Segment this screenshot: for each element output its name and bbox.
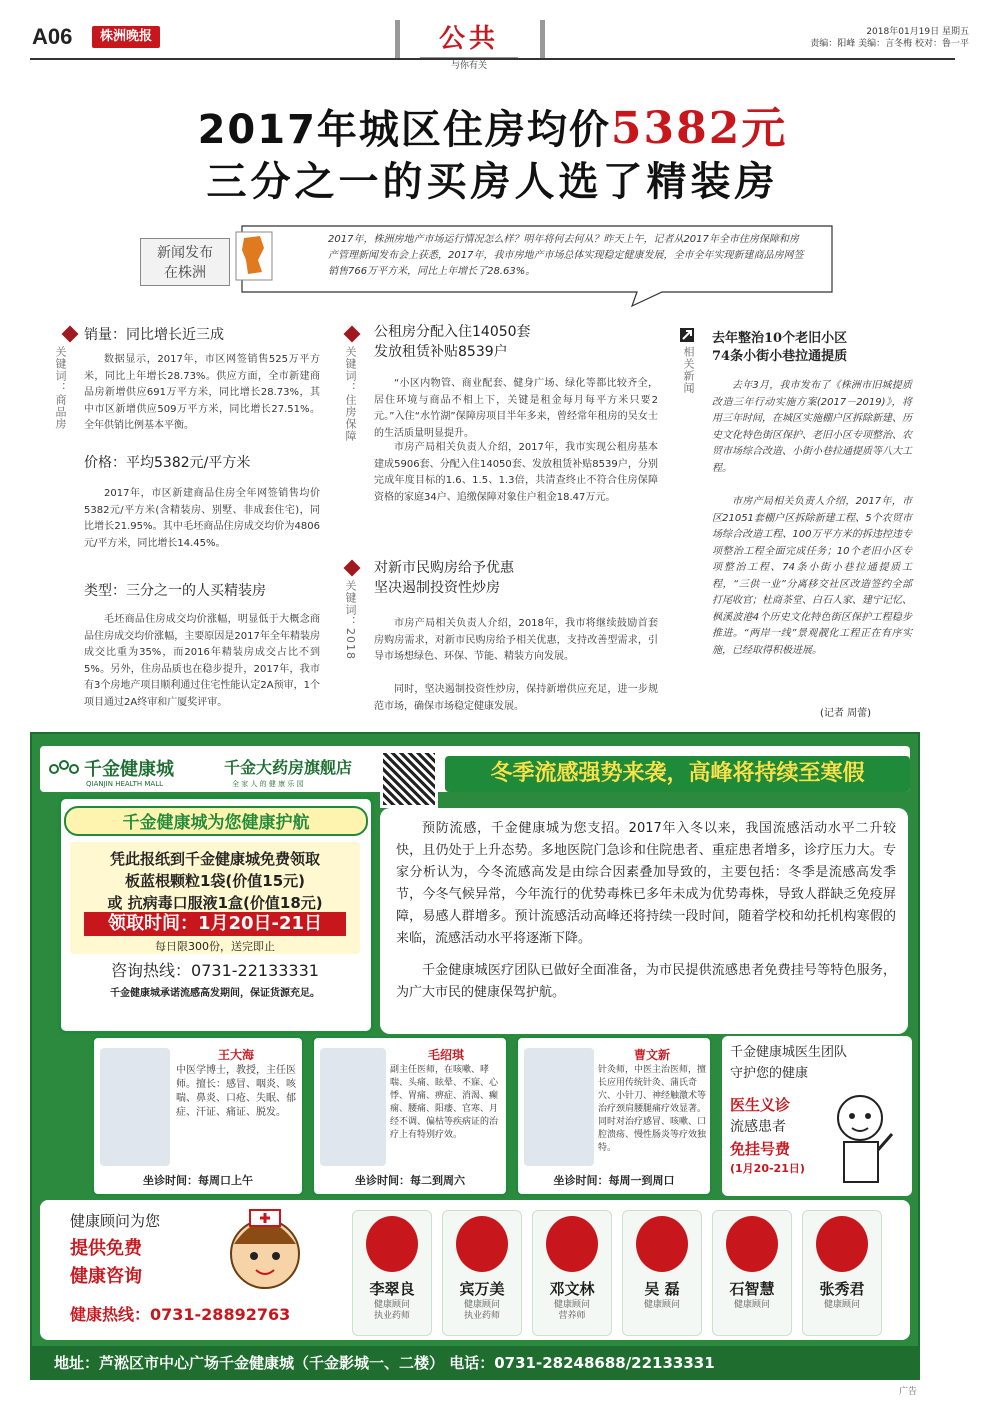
col1-para2: 2017年，市区新建商品住房全年网签销售均价5382元/平方米(含精装房、别墅、非成套住宅)，同比增长21.95%。其中毛坯商品住房成交均价为4806元/平方米，同比增长14.45%。 [84,488,320,549]
divider [540,20,545,58]
ad-slogan: 冬季流感强势来袭，高峰将持续至寒假 [445,756,910,792]
header-rule [30,58,955,60]
team-line4: 流感患者 [730,1119,786,1135]
ad-label: 广告 [898,1387,917,1397]
staff-name: 邓文林 [549,1280,595,1298]
subheadline: 三分之一的买房人选了精装房 [206,159,779,205]
ad-logo-text: 千金健康城 [84,759,174,780]
doctor-name: 毛绍琪 [427,1048,464,1062]
col2-heading2: 对新市民购房给予优惠 坚决遏制投资性炒房 [374,560,514,596]
col2-heading1: 公租房分配入住14050套 发放租赁补贴8539户 [374,324,531,360]
col3-para2: 市房产局相关负责人介绍，2017年，市区21051套棚户区拆除新建工程、5个农贸市场综合改造工程、100万平方米的拆违控违专项整治工程全面完成任务；10个老旧小区专项整治工程、74条小街小巷拉通提质工程，“三供一业”分离移交社区改造签约全部打尾收官；杜商茶堂、白石人家、建宁记忆、枫溪波港4个历史文化特色街区保护工程稳步推进。“两岸一线”景观靓化工程正在有序实施，已经取得积极进展。 [712,496,912,656]
consult-line3: 健康咨询 [70,1266,142,1287]
staff-avatar [636,1216,688,1272]
staff-title: 健康顾问 [823,1300,860,1310]
doctor-photo [320,1048,386,1166]
col2-para2: 市房产局相关负责人介绍，2018年，我市将继续鼓励首套房购房需求，对新市民购房给予相关优惠，支持改善型需求，引导市场想绿色、环保、节能、精装方向发展。 [374,618,658,662]
doctor-desc: 副主任医师，在咳嗽、哮喘、头痛、眩晕、不寐、心悸、胃痛、痹症、消渴、癫痫、腰痛、阳痿、官寒、月经不调、偏枯等疾病证的治疗上有特别疗效。 [390,1065,499,1140]
staff-name: 宾万美 [459,1280,505,1298]
staff-name: 张秀君 [819,1280,865,1298]
staff-avatar [546,1216,598,1272]
page-number: A06 [32,24,73,49]
team-line1: 千金健康城医生团队 [730,1045,848,1060]
col1-heading2: 价格：平均5382元/平方米 [84,455,251,471]
staff-title: 健康顾问 [733,1300,770,1310]
editors: 责编：阳峰 美编：言冬梅 校对：鲁一平 [810,39,969,49]
masthead-logo: 株洲晚报 [92,26,160,48]
ad-store-sub: 全 家 人 的 健 康 乐 园 [232,780,304,788]
team-line5: 免挂号费 [730,1140,791,1158]
doctor-visit-time: 坐诊时间：每周一到周口 [553,1174,675,1187]
col2-para2b: 同时，坚决遏制投资性炒房，保持新增供应充足，进一步规范市场，确保市场稳定健康发展。 [374,684,658,712]
col1-para1: 数据显示，2017年，市区网签销售525万平方米，同比上年增长28.73%。供应方面，全市新建商品房新增供应691万平方米，同比增长28.73%，其中市区新增供应509万平方米，同比增长27.51%。全年供销比例基本平衡。 [84,354,320,431]
staff-title: 健康顾问 [553,1300,590,1310]
staff-avatar [816,1216,868,1272]
team-line3: 医生义诊 [730,1096,791,1114]
col1-heading1: 销量：同比增长近三成 [84,327,224,343]
doctor-visit-time: 坐诊时间：每周口上午 [143,1174,253,1187]
staff-name: 李翠良 [369,1280,415,1298]
bullet-icon [344,326,361,343]
keyword-label: 相关新闻 [682,346,695,394]
staff-title2: 执业药师 [463,1311,500,1321]
staff-title2: 执业药师 [373,1311,410,1321]
header-meta [810,26,969,50]
doctor-name: 王大海 [217,1048,254,1062]
staff-name: 吴 磊 [644,1280,680,1298]
keyword-label: 关键词：住房保障 [344,346,357,442]
staff-avatar [366,1216,418,1272]
ad-address: 地址：芦淞区市中心广场千金健康城（千金影城一、二楼） 电话：0731-28248688/22133331 [30,1346,920,1380]
news-badge [140,238,230,286]
staff-title: 健康顾问 [463,1300,500,1310]
consult-line1: 健康顾问为您 [70,1212,161,1230]
headline-part1: 2017年城区住房均价 [197,107,611,153]
zhuzhou-map-icon [232,226,276,284]
coupon-line1: 凭此报纸到千金健康城免费领取 [109,850,320,868]
team-line6: (1月20-21日) [730,1162,805,1175]
headline [0,92,985,156]
info-para2: 千金健康城医疗团队已做好全面准备，为市民提供流感患者免费挂号等特色服务，为广大市民的健康保驾护航。 [396,963,896,1000]
staff-title2: 营养师 [558,1311,586,1321]
staff-avatar [726,1216,778,1272]
col2-para1b: 市房产局相关负责人介绍，2017年，我市实现公租房基本建成5906套、分配入住14050套、发放租赁补贴8539户，分别完成年度目标的1.6、1.5、1.3倍，共清查终止不符合住房保障资格的家庭34户、追缴保障对象住户租金18.47万元。 [374,442,658,503]
coupon-line4: 领取时间：1月20日-21日 [84,912,346,936]
keyword-label: 关键词：2018 [344,580,357,660]
bullet-icon [344,560,361,577]
reporter: (记者 周蕾) [820,708,871,719]
doctor-visit-time: 坐诊时间：每二到周六 [355,1174,465,1187]
nurse-cartoon-icon [222,1204,308,1296]
section-sub: 与你有关 [420,57,518,71]
coupon-hotline: 咨询热线：0731-22133331 [111,961,319,980]
col3-para1: 去年3月，我市发布了《株洲市旧城提质改造三年行动实施方案(2017－2019)》，将用三年时间，在城区实施棚户区拆除新建、历史文化特色街区保护、老旧小区专项整治、农贸市场综合改造、小街小巷拉通提质等八大工程。 [712,380,912,474]
staff-title: 健康顾问 [643,1300,680,1310]
ad-store: 千金大药房旗舰店 [224,758,353,777]
doctor-desc: 中医学博士，教授，主任医师。擅长：感冒、咽炎、咳喘、鼻炎、口疮、失眠、郁症、汗证、痛证、脱发。 [176,1065,296,1118]
section-title [420,18,518,71]
bullet-icon [62,326,79,343]
ad-logo-en: QIANJIN HEALTH MALL [86,780,163,788]
doctor-desc: 针灸师，中医主治医师，擅长应用传统针灸、蒲氏奇穴、小针刀、神经触激术等治疗颈肩腰腿痛疗效显著。同时对治疗感冒、咳嗽、口腔溃疡、慢性肠炎等疗效独特。 [598,1065,707,1153]
coupon-line2: 板蓝根颗粒1袋(价值15元) [124,872,306,890]
coupon-line5: 每日限300份，送完即止 [155,940,275,953]
divider [395,20,400,58]
doctor-photo [100,1048,170,1166]
arrow-icon [680,328,694,342]
staff-avatar [456,1216,508,1272]
staff-name: 石智慧 [729,1280,775,1298]
consult-hotline: 健康热线：0731-28892763 [70,1305,291,1324]
doctor-cartoon-icon [830,1090,900,1190]
headline-price: 5382元 [610,103,788,154]
doctor-photo [524,1048,594,1166]
col1-heading3: 类型：三分之一的人买精装房 [84,583,266,599]
news-badge-line2: 在株洲 [164,265,206,281]
section-name: 公共 [438,24,499,54]
coupon-title: 千金健康城为您健康护航 [64,806,368,836]
col1-para3: 毛坯商品住房成交均价涨幅，明显低于大概念商品住房成交均价涨幅，主要原因是2017年全年精装房成交比重为35%，而2016年精装房成交占比不到5%。另外，住房品质也在稳步提升，2017年，我市有3个房地产项目顺利通过住宅性能认定2A预审，1个项目通过2A终审和广厦奖评审。 [84,614,320,708]
team-line2: 守护您的健康 [730,1066,809,1081]
coupon-promise: 千金健康城承诺流感高发期间，保证货源充足。 [110,988,320,999]
date: 2018年01月19日 星期五 [866,27,969,37]
doctor-name: 曹文新 [633,1048,670,1062]
news-badge-line1: 新闻发布 [157,245,213,261]
coupon-line3: 或 抗病毒口服液1盒(价值18元) [107,894,323,912]
col3-heading: 去年整治10个老旧小区 74条小街小巷拉通提质 [712,331,848,364]
qianjin-logo-icon [48,757,80,781]
qr-code [380,750,438,808]
col2-para1: “小区内物管、商业配套、健身广场、绿化等都比较齐全，居住环境与商品不相上下，关键是租金每月每平方米只要2元。”入住“水竹湖”保障房项目半年多来，曾经常年租房的吴女士的生活质量明显提升。 [374,378,658,439]
consult-line2: 提供免费 [70,1238,142,1259]
info-para1: 预防流感，千金健康城为您支招。2017年入冬以来，我国流感活动水平二升较快，且仍处于上升态势。多地医院门急诊和住院患者、重症患者增多，诊疗压力大。专家分析认为，今冬流感高发是由综合因素叠加导致的，主要包括：冬季是流感高发季节，今冬气候异常，今年流行的优势毒株已多年未成为优势毒株，导致人群缺乏免疫屏障，易感人群增多。预计流感活动高峰还将持续一段时间，随着学校和幼托机构寒假的来临，流感活动水平将逐渐下降。 [396,821,896,946]
lead-paragraph: 2017年，株洲房地产市场运行情况怎么样？明年将何去何从？昨天上午，记者从2017年全市住房保障和房产管理新闻发布会上获悉，2017年，我市房地产市场总体实现稳定健康发展，全市全年实现新建商品房网签销售766万平方米，同比上年增长了28.63%。 [328,234,804,277]
staff-title: 健康顾问 [373,1300,410,1310]
keyword-label: 关键词：商品房 [54,346,67,430]
